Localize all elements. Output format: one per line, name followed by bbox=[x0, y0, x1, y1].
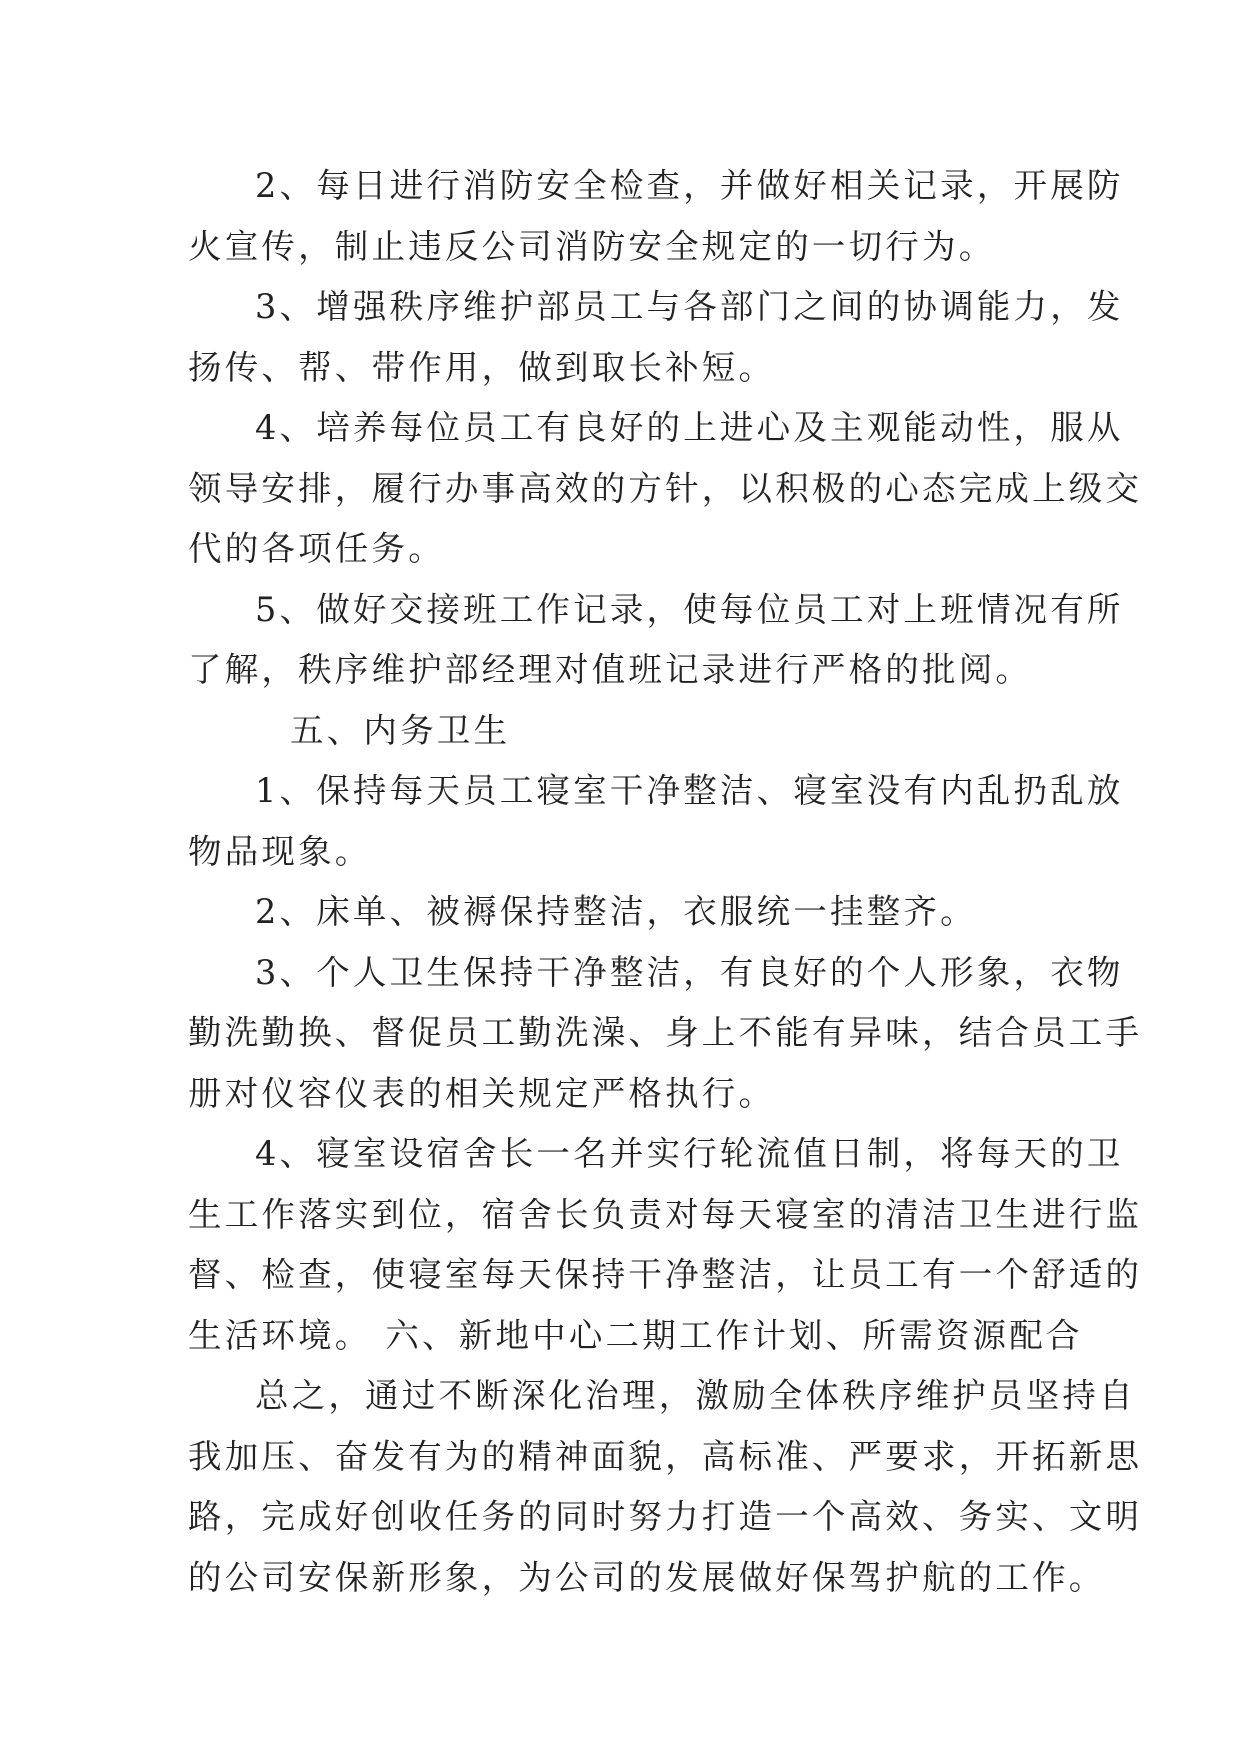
text-line: 生活环境。 六、新地中心二期工作计划、所需资源配合 bbox=[188, 1315, 1083, 1355]
text-line: 生工作落实到位，宿舍长负责对每天寝室的清洁卫生进行监 bbox=[188, 1194, 1143, 1234]
text-line: 督、检查，使寝室每天保持干净整洁，让员工有一个舒适的 bbox=[188, 1255, 1143, 1294]
paragraph-coordination bbox=[188, 277, 1124, 398]
text-line: 的公司安保新形象，为公司的发展做好保驾护航的工作。 bbox=[188, 1557, 1106, 1597]
paragraph-dorm-cleanliness bbox=[188, 761, 1124, 882]
text-line: 2、每日进行消防安全检查，并做好相关记录，开展防 bbox=[255, 166, 1124, 205]
text-line: 4、培养每位员工有良好的上进心及主观能动性，服从 bbox=[255, 408, 1124, 447]
text-line: 3、增强秩序维护部员工与各部门之间的协调能力，发 bbox=[255, 287, 1124, 326]
text-line: 火宣传，制止违反公司消防安全规定的一切行为。 bbox=[188, 226, 996, 266]
paragraph-shift-handover bbox=[188, 580, 1124, 701]
text-line: 4、寝室设宿舍长一名并实行轮流值日制，将每天的卫 bbox=[255, 1134, 1124, 1173]
text-line: 扬传、帮、带作用，做到取长补短。 bbox=[188, 347, 776, 387]
paragraph-personal-hygiene bbox=[188, 943, 1143, 1125]
section-heading: 五、内务卫生 bbox=[290, 710, 511, 750]
text-line: 我加压、奋发有为的精神面貌，高标准、严要求，开拓新思 bbox=[188, 1436, 1143, 1476]
text-line: 5、做好交接班工作记录，使每位员工对上班情况有所 bbox=[255, 589, 1124, 629]
text-line: 路，完成好创收任务的同时努力打造一个高效、务实、文明 bbox=[188, 1497, 1143, 1536]
text-line: 了解，秩序维护部经理对值班记录进行严格的批阅。 bbox=[188, 650, 1033, 689]
text-line: 3、个人卫生保持干净整洁，有良好的个人形象，衣物 bbox=[255, 952, 1124, 992]
text-line: 代的各项任务。 bbox=[188, 529, 445, 568]
text-line: 领导安排，履行办事高效的方针，以积极的心态完成上级交 bbox=[188, 468, 1143, 508]
text-line: 册对仪容仪表的相关规定严格执行。 bbox=[188, 1073, 776, 1113]
text-line: 1、保持每天员工寝室干净整洁、寝室没有内乱扔乱放 bbox=[255, 771, 1124, 810]
text-line: 2、床单、被褥保持整洁，衣服统一挂整齐。 bbox=[255, 892, 977, 931]
paragraph-dorm-leader bbox=[188, 1124, 1143, 1366]
paragraph-fire-safety bbox=[188, 156, 1124, 277]
paragraph-summary bbox=[188, 1366, 1143, 1608]
text-line: 总之，通过不断深化治理，激励全体秩序维护员坚持自 bbox=[255, 1376, 1136, 1415]
document-body bbox=[188, 156, 1143, 1608]
paragraph-motivation bbox=[188, 398, 1143, 580]
text-line: 勤洗勤换、督促员工勤洗澡、身上不能有异味，结合员工手 bbox=[188, 1013, 1143, 1052]
paragraph-bedding bbox=[188, 882, 1068, 943]
text-line: 物品现象。 bbox=[188, 831, 372, 871]
